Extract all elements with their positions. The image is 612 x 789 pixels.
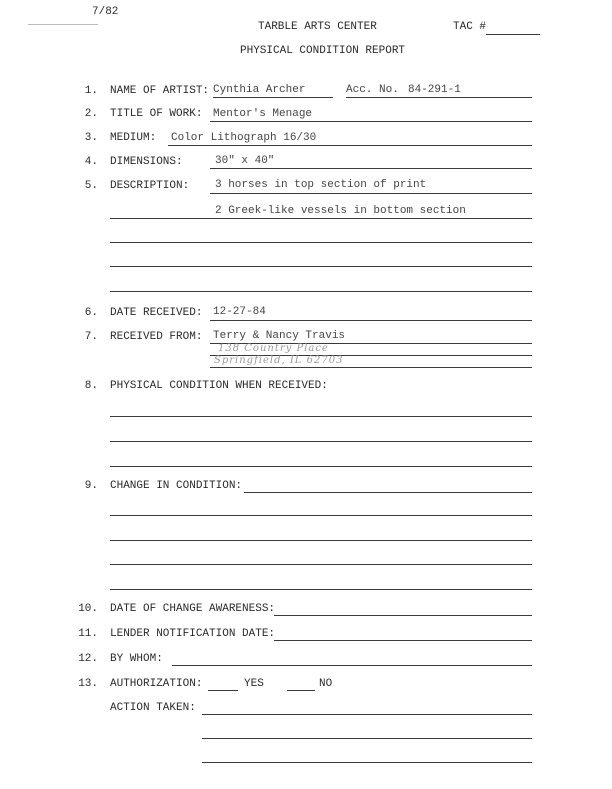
lender-notification-field[interactable]	[274, 640, 532, 641]
date-received-label: DATE RECEIVED:	[110, 307, 203, 319]
title-field[interactable]	[210, 121, 532, 122]
change-awareness-field[interactable]	[274, 615, 532, 616]
authorization-yes-label: YES	[244, 678, 264, 690]
item-number: 11.	[78, 628, 98, 640]
description-line-1: 3 horses in top section of print	[215, 179, 427, 191]
change-awareness-label: DATE OF CHANGE AWARENESS:	[110, 603, 276, 615]
tac-label: TAC #	[453, 21, 487, 33]
medium-field[interactable]	[168, 145, 532, 146]
item-number: 6.	[84, 307, 98, 319]
item-number: 2.	[84, 108, 98, 120]
artist-field[interactable]	[213, 97, 333, 98]
received-from-value: Terry & Nancy Travis	[213, 330, 346, 342]
date-received-field[interactable]	[210, 320, 532, 321]
condition-received-label: PHYSICAL CONDITION WHEN RECEIVED:	[110, 380, 328, 392]
address-line-2: Springfield, IL 62703	[214, 355, 344, 366]
by-whom-field[interactable]	[172, 665, 532, 666]
description-field-4[interactable]	[110, 266, 532, 267]
medium-label: MEDIUM:	[110, 132, 157, 144]
change-condition-label: CHANGE IN CONDITION:	[110, 480, 243, 492]
action-taken-field-1[interactable]	[202, 714, 532, 715]
item-number: 5.	[84, 180, 98, 192]
item-number: 9.	[84, 480, 98, 492]
acc-no-field[interactable]	[346, 97, 532, 98]
org-name: TARBLE ARTS CENTER	[258, 21, 377, 33]
acc-no-label: Acc. No.	[346, 84, 399, 96]
change-condition-field-1[interactable]	[244, 492, 532, 493]
authorization-no-field[interactable]	[287, 690, 315, 691]
authorization-no-label: NO	[319, 678, 333, 690]
description-label: DESCRIPTION:	[110, 180, 190, 192]
dimensions-field[interactable]	[210, 168, 532, 169]
report-title: PHYSICAL CONDITION REPORT	[240, 45, 406, 57]
item-number: 1.	[84, 85, 98, 97]
by-whom-label: BY WHOM:	[110, 653, 163, 665]
date-received-value: 12-27-84	[213, 306, 266, 318]
authorization-label: AUTHORIZATION:	[110, 678, 203, 690]
item-number: 12.	[78, 653, 98, 665]
action-taken-field-2[interactable]	[202, 738, 532, 739]
acc-no-value: 84-291-1	[408, 84, 461, 96]
description-field-5[interactable]	[110, 291, 532, 292]
action-taken-label: ACTION TAKEN:	[110, 702, 196, 714]
item-number: 7.	[84, 331, 98, 343]
item-number: 13.	[78, 678, 98, 690]
authorization-yes-field[interactable]	[208, 690, 238, 691]
change-condition-field-2[interactable]	[110, 515, 532, 516]
title-label: TITLE OF WORK:	[110, 108, 203, 120]
condition-received-field-1[interactable]	[110, 416, 532, 417]
tac-number-field[interactable]	[486, 34, 540, 35]
item-number: 3.	[84, 132, 98, 144]
address-line-1: 138 Country Place	[218, 343, 329, 354]
description-field-3[interactable]	[110, 242, 532, 243]
received-from-label: RECEIVED FROM:	[110, 331, 203, 343]
dimensions-label: DIMENSIONS:	[110, 156, 183, 168]
change-condition-field-4[interactable]	[110, 564, 532, 565]
description-line-2: 2 Greek-like vessels in bottom section	[215, 205, 466, 217]
form-revision-date: 7/82	[92, 6, 119, 18]
artist-value: Cynthia Archer	[213, 84, 306, 96]
corner-mark	[28, 24, 98, 25]
title-value: Mentor's Menage	[213, 108, 313, 120]
condition-received-field-2[interactable]	[110, 441, 532, 442]
change-condition-field-5[interactable]	[110, 589, 532, 590]
condition-received-field-3[interactable]	[110, 466, 532, 467]
item-number: 8.	[84, 380, 98, 392]
description-field-1[interactable]	[210, 193, 532, 194]
medium-value: Color Lithograph 16/30	[171, 132, 317, 144]
item-number: 10.	[78, 603, 98, 615]
received-from-field-3[interactable]	[210, 367, 532, 368]
lender-notification-label: LENDER NOTIFICATION DATE:	[110, 628, 276, 640]
change-condition-field-3[interactable]	[110, 540, 532, 541]
dimensions-value: 30" x 40"	[215, 155, 275, 167]
artist-label: NAME OF ARTIST:	[110, 85, 210, 97]
action-taken-field-3[interactable]	[202, 762, 532, 763]
description-field-2[interactable]	[110, 218, 532, 219]
item-number: 4.	[84, 156, 98, 168]
